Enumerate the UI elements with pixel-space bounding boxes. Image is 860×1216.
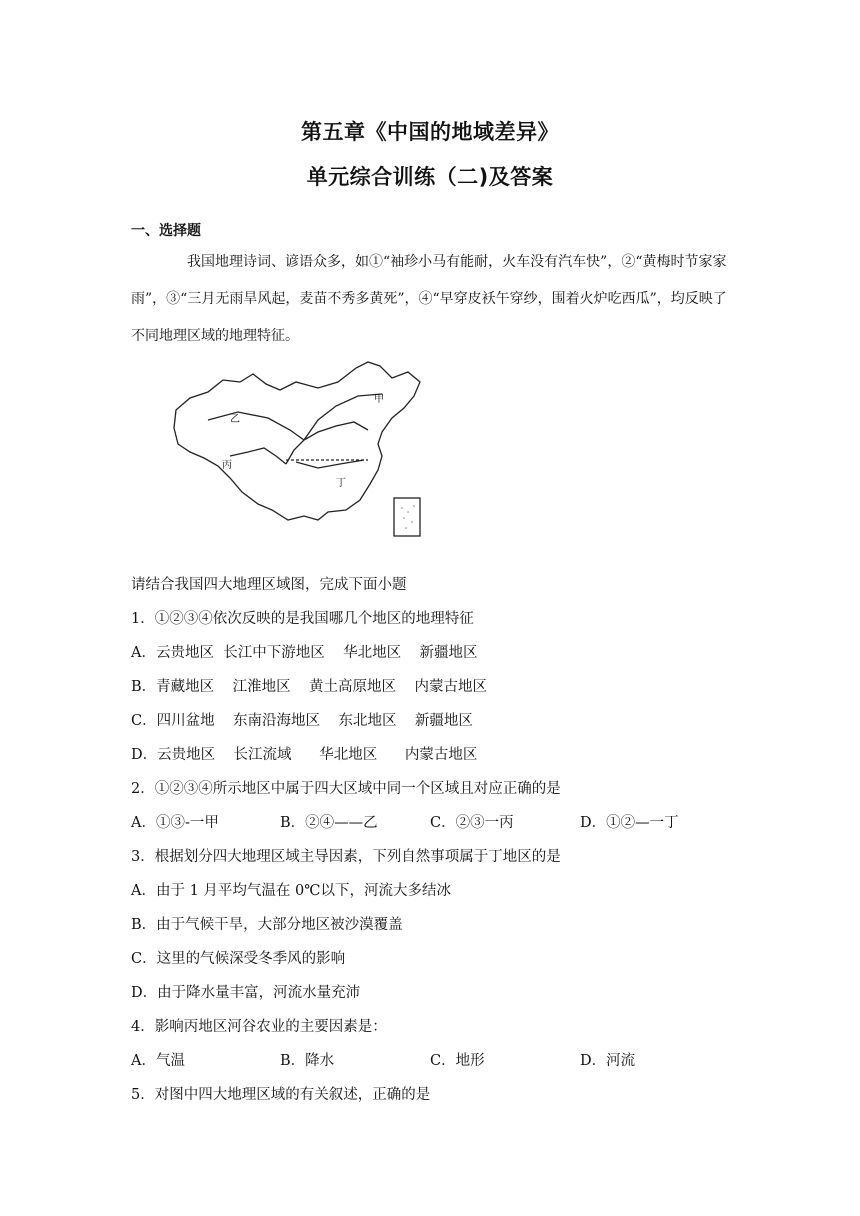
instruction-text: 请结合我国四大地理区域图，完成下面小题 xyxy=(131,577,407,593)
question-3-stem: 3．根据划分四大地理区域主导因素，下列自然事项属于丁地区的是 xyxy=(131,849,561,865)
northwest-boundary xyxy=(208,412,304,440)
south-boundary xyxy=(296,460,364,468)
question-2-option-b: B．②④——乙 xyxy=(280,815,378,831)
question-4-stem: 4．影响丙地区河谷农业的主要因素是： xyxy=(131,1019,387,1035)
question-2-stem: 2．①②③④所示地区中属于四大区域中同一个区域且对应正确的是 xyxy=(131,781,561,797)
region-label-bing: 丙 xyxy=(222,460,232,471)
question-3-option-c: C．这里的气候深受冬季风的影响 xyxy=(131,951,346,967)
question-1-option-c: C．四川盆地 东南沿海地区 东北地区 新疆地区 xyxy=(131,713,473,729)
question-1-option-b: B．青藏地区 江淮地区 黄土高原地区 内蒙古地区 xyxy=(131,679,487,695)
document-subtitle: 单元综合训练（二)及答案 xyxy=(306,165,554,189)
question-1-option-a: A．云贵地区 长江中下游地区 华北地区 新疆地区 xyxy=(131,645,478,661)
question-5-stem: 5．对图中四大地理区域的有关叙述，正确的是 xyxy=(131,1087,431,1103)
region-label-jia: 甲 xyxy=(374,394,384,405)
question-3-option-a: A．由于 1 月平均气温在 0℃以下，河流大多结冰 xyxy=(131,883,451,899)
question-1-option-d: D．云贵地区 长江流域 华北地区 内蒙古地区 xyxy=(131,747,478,763)
question-4-option-d: D．河流 xyxy=(580,1053,636,1069)
question-4-option-c: C．地形 xyxy=(430,1053,485,1069)
china-outline xyxy=(174,362,420,520)
question-2-option-d: D．①②—一丁 xyxy=(580,815,679,831)
question-3-option-d: D．由于降水量丰富，河流水量充沛 xyxy=(131,985,361,1001)
question-2-option-c: C．②③一丙 xyxy=(430,815,514,831)
question-3-option-b: B．由于气候干旱，大部分地区被沙漠覆盖 xyxy=(131,917,403,933)
question-4-option-b: B．降水 xyxy=(280,1053,335,1069)
south-china-sea-inset xyxy=(394,498,420,536)
intro-paragraph: 我国地理诗词、谚语众多，如①“袖珍小马有能耐，火车没有汽车快”，②“黄梅时节家家雨”，③“三月无雨旱风起，麦苗不秀多黄死”，④“早穿皮袄午穿纱，围着火炉吃西瓜”，均反映了不同地理区域的地理特征。 xyxy=(131,254,727,344)
document-title: 第五章《中国的地域差异》 xyxy=(301,120,559,144)
question-1-stem: 1．①②③④依次反映的是我国哪几个地区的地理特征 xyxy=(131,611,474,627)
region-label-ding: 丁 xyxy=(336,478,346,489)
question-2-option-a: A．①③-一甲 xyxy=(131,815,219,831)
qinghai-tibet-boundary xyxy=(230,448,286,464)
north-boundary xyxy=(286,422,368,464)
section-heading: 一、选择题 xyxy=(131,223,201,239)
region-label-yi: 乙 xyxy=(230,414,240,425)
question-4-option-a: A．气温 xyxy=(131,1053,185,1069)
china-regions-map xyxy=(168,360,448,540)
